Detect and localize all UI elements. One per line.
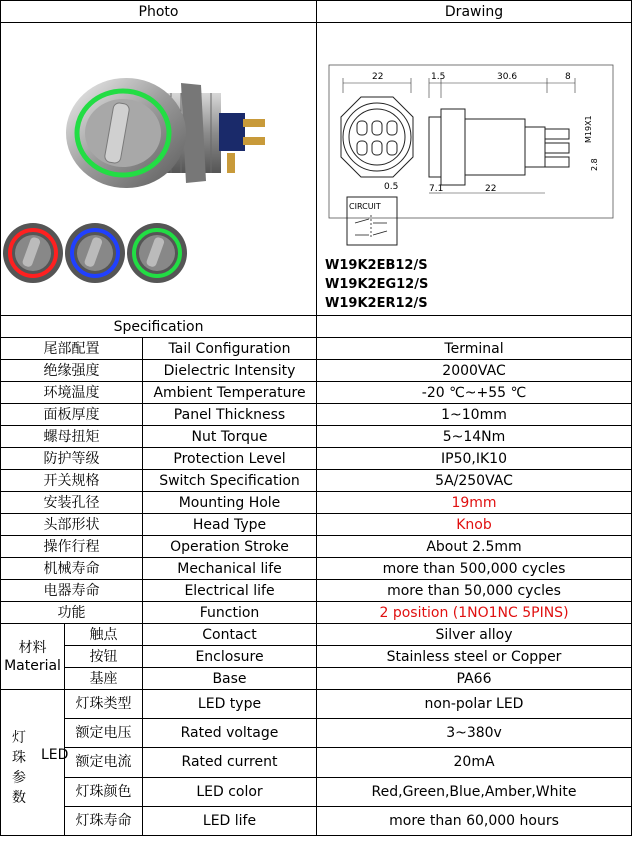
row-cn: 按钮 — [65, 646, 143, 668]
spec-row — [1, 580, 632, 602]
row-value: 5~14Nm — [317, 426, 632, 448]
row-en: Panel Thickness — [143, 404, 317, 426]
row-cn: 电器寿命 — [1, 580, 143, 602]
model-number: W19K2EB12/S — [325, 258, 428, 273]
row-value: more than 60,000 hours — [317, 806, 632, 835]
row-cn: 操作行程 — [1, 536, 143, 558]
row-cn: 螺母扭矩 — [1, 426, 143, 448]
side-body — [465, 119, 525, 175]
row-value: 2 position (1NO1NC 5PINS) — [317, 602, 632, 624]
spec-row — [1, 448, 632, 470]
row-value: Red,Green,Blue,Amber,White — [317, 777, 632, 806]
row-value: more than 500,000 cycles — [317, 558, 632, 580]
dim-0-5: 0.5 — [384, 182, 399, 192]
front-view-outer — [343, 103, 411, 171]
photo-header: Photo — [1, 1, 317, 23]
dim-2-8: 2.8 — [590, 158, 600, 171]
side-nut — [441, 109, 465, 185]
row-en: Switch Specification — [143, 470, 317, 492]
drawing-cell — [317, 23, 632, 316]
row-cn: 机械寿命 — [1, 558, 143, 580]
row-cn: 额定电流 — [65, 748, 143, 777]
spec-row — [1, 470, 632, 492]
row-value: Stainless steel or Copper — [317, 646, 632, 668]
row-en: Contact — [143, 624, 317, 646]
row-en: Electrical life — [143, 580, 317, 602]
side-flange — [429, 117, 441, 177]
row-en: Function — [143, 602, 317, 624]
dim-30-6: 30.6 — [497, 72, 518, 82]
row-value: 3~380v — [317, 719, 632, 748]
led-row — [1, 748, 632, 777]
row-cn: 额定电压 — [65, 719, 143, 748]
row-cn: 灯珠寿命 — [65, 806, 143, 835]
row-en: Tail Configuration — [143, 338, 317, 360]
row-cn: 功能 — [1, 602, 143, 624]
row-value: Knob — [317, 514, 632, 536]
spec-row — [1, 360, 632, 382]
row-cn: 基座 — [65, 668, 143, 690]
row-cn: 安装孔径 — [1, 492, 143, 514]
row-cn: 防护等级 — [1, 448, 143, 470]
row-en: Rated voltage — [143, 719, 317, 748]
material-row — [1, 646, 632, 668]
row-cn: 绝缘强度 — [1, 360, 143, 382]
row-cn: 尾部配置 — [1, 338, 143, 360]
front-view-inner — [349, 109, 405, 165]
material-label — [1, 624, 65, 690]
row-value: 19mm — [317, 492, 632, 514]
photo-cell — [1, 23, 317, 316]
row-en: LED color — [143, 777, 317, 806]
blue-variant — [65, 223, 125, 283]
row-cn: 灯珠颜色 — [65, 777, 143, 806]
circuit-symbol-icon — [355, 215, 387, 239]
spec-row — [1, 338, 632, 360]
specification-title-blank — [317, 316, 632, 338]
row-value: 2000VAC — [317, 360, 632, 382]
drawing-frame — [329, 65, 613, 218]
row-en: Rated current — [143, 748, 317, 777]
front-view-pins — [357, 121, 397, 155]
terminal-pin — [243, 119, 265, 127]
model-number: W19K2EG12/S — [325, 277, 429, 292]
led-row — [1, 719, 632, 748]
dim-7-1: 7.1 — [429, 184, 444, 194]
row-en: Base — [143, 668, 317, 690]
spec-row — [1, 536, 632, 558]
row-cn: 面板厚度 — [1, 404, 143, 426]
row-en: Protection Level — [143, 448, 317, 470]
led-label-en: LED — [41, 747, 69, 763]
row-value: Silver alloy — [317, 624, 632, 646]
dim-1-5: 1.5 — [431, 72, 446, 82]
material-label-en: Material — [4, 657, 61, 674]
row-en: Operation Stroke — [143, 536, 317, 558]
row-value: About 2.5mm — [317, 536, 632, 558]
thread-label: M19X1 — [584, 115, 594, 143]
row-value: more than 50,000 cycles — [317, 580, 632, 602]
led-row — [1, 777, 632, 806]
spec-row — [1, 558, 632, 580]
row-en: Head Type — [143, 514, 317, 536]
material-row — [1, 668, 632, 690]
row-cn: 环境温度 — [1, 382, 143, 404]
terminal-base — [219, 113, 245, 151]
led-label-cn: 灯珠参数 — [12, 730, 26, 806]
row-en: Mounting Hole — [143, 492, 317, 514]
row-cn: 头部形状 — [1, 514, 143, 536]
side-base — [525, 127, 545, 167]
spec-row — [1, 514, 632, 536]
spec-row — [1, 602, 632, 624]
red-variant — [3, 223, 63, 283]
row-value: -20 ℃~+55 ℃ — [317, 382, 632, 404]
dim-22-top: 22 — [372, 72, 384, 82]
row-value: PA66 — [317, 668, 632, 690]
row-en: Enclosure — [143, 646, 317, 668]
specification-title: Specification — [1, 316, 317, 338]
dim-8: 8 — [565, 72, 571, 82]
side-terminals — [545, 129, 569, 167]
row-value: non-polar LED — [317, 690, 632, 719]
row-en: Nut Torque — [143, 426, 317, 448]
green-variant — [127, 223, 187, 283]
led-row — [1, 690, 632, 719]
row-cn: 灯珠类型 — [65, 690, 143, 719]
product-photo — [1, 23, 317, 315]
row-value: IP50,IK10 — [317, 448, 632, 470]
row-value: 5A/250VAC — [317, 470, 632, 492]
drawing-header: Drawing — [317, 1, 632, 23]
row-cn: 触点 — [65, 624, 143, 646]
model-list — [325, 256, 428, 313]
spec-row — [1, 426, 632, 448]
spec-row — [1, 382, 632, 404]
row-en: LED life — [143, 806, 317, 835]
material-row — [1, 624, 632, 646]
row-cn: 开关规格 — [1, 470, 143, 492]
row-en: Ambient Temperature — [143, 382, 317, 404]
spec-row — [1, 404, 632, 426]
row-value: 20mA — [317, 748, 632, 777]
material-label-cn: 材料 — [18, 639, 47, 656]
row-en: LED type — [143, 690, 317, 719]
model-number: W19K2ER12/S — [325, 296, 428, 311]
circuit-label: CIRCUIT — [349, 202, 381, 211]
row-en: Mechanical life — [143, 558, 317, 580]
led-label — [1, 690, 69, 836]
row-value: Terminal — [317, 338, 632, 360]
dim-22-bottom: 22 — [485, 184, 497, 194]
row-value: 1~10mm — [317, 404, 632, 426]
terminal-pin — [227, 153, 235, 173]
led-row — [1, 806, 632, 835]
spec-row — [1, 492, 632, 514]
terminal-pin — [243, 137, 265, 145]
row-en: Dielectric Intensity — [143, 360, 317, 382]
